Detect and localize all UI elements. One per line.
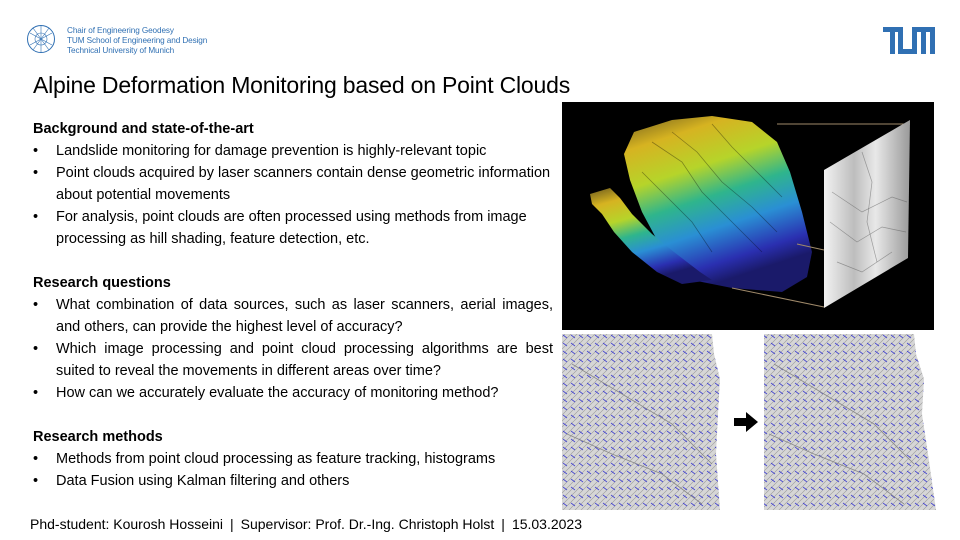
chair-affiliation [67,26,207,56]
section-heading-background: Background and state-of-the-art [33,121,254,137]
footer-date: 15.03.2023 [511,516,583,532]
list-item: • Which image processing and point cloud processing algorithms are best suited to reveal the movements in different areas over time? [33,338,553,382]
displacement-vector-field-images [562,334,936,510]
slide-title: Alpine Deformation Monitoring based on Point Clouds [33,72,571,98]
footer-supervisor: Supervisor: Prof. Dr.-Ing. Christoph Holst [240,516,495,532]
list-item: • Point clouds acquired by laser scanners contain dense geometric information about potential movements [33,162,553,206]
list-item: • What combination of data sources, such as laser scanners, aerial images, and others, can provide the highest level of accuracy? [33,294,553,338]
list-item: • How can we accurately evaluate the accuracy of monitoring method? [33,382,553,404]
right-arrow-icon [734,412,758,432]
affiliation-line-school: TUM School of Engineering and Design [67,36,208,45]
affiliation-line-university: Technical University of Munich [67,46,175,55]
footer-separator: | [501,516,505,532]
section-heading-research-methods: Research methods [33,429,163,445]
affiliation-line-chair: Chair of Engineering Geodesy [67,26,174,35]
list-item: • Landslide monitoring for damage prevention is highly-relevant topic [33,140,553,162]
slide-body [33,118,553,492]
list-item: • For analysis, point clouds are often processed using methods from image processing as hill shading, feature detection, etc. [33,206,553,250]
tum-wordmark-icon [883,27,935,54]
list-item: • Methods from point cloud processing as feature tracking, histograms [33,448,553,470]
colored-point-cloud-and-hillshade-image [562,102,934,330]
slide-footer [30,516,582,532]
background-list [33,140,553,250]
tum-circle-logo-icon [26,24,56,54]
list-item: • Data Fusion using Kalman filtering and others [33,470,553,492]
section-heading-research-questions: Research questions [33,275,171,291]
research-questions-list [33,294,553,404]
footer-separator: | [230,516,234,532]
research-methods-list [33,448,553,492]
footer-student: Phd-student: Kourosh Hosseini [30,516,223,532]
